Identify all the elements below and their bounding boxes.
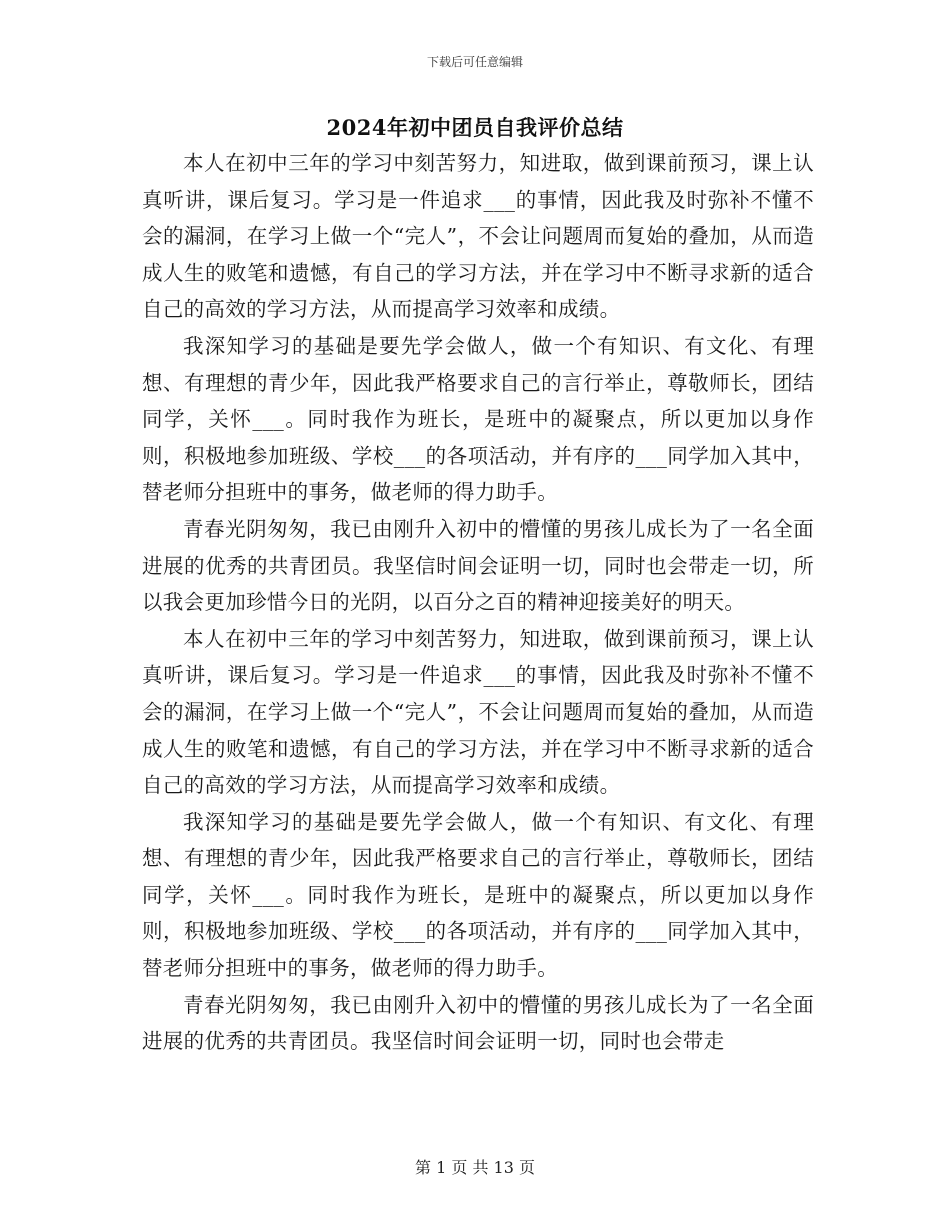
paragraph: 青春光阴匆匆，我已由刚升入初中的懵懂的男孩儿成长为了一名全面进展的优秀的共青团员。我坚信时间会证明一切，同时也会带走一切，所以我会更加珍惜今日的光阴，以百分之百的精神迎接美好的明天。 — [142, 516, 814, 615]
download-edit-note: 下载后可任意编辑 — [426, 55, 523, 69]
document-title: 2024年初中团员自我评价总结 — [326, 115, 624, 140]
paragraph: 本人在初中三年的学习中刻苦努力，知进取，做到课前预习，课上认真听讲，课后复习。学习是一件追求___的事情，因此我及时弥补不懂不会的漏洞，在学习上做一个“完人”，不会让问题周而复始的叠加，从而造成人生的败笔和遗憾，有自己的学习方法，并在学习中不断寻求新的适合自己的高效的学习方法，从而提高学习效率和成绩。 — [142, 151, 814, 322]
page-number: 第 1 页 共 13 页 — [415, 1158, 535, 1177]
document-body — [142, 145, 814, 1060]
paragraph: 本人在初中三年的学习中刻苦努力，知进取，做到课前预习，课上认真听讲，课后复习。学习是一件追求___的事情，因此我及时弥补不懂不会的漏洞，在学习上做一个“完人”，不会让问题周而复始的叠加，从而造成人生的败笔和遗憾，有自己的学习方法，并在学习中不断寻求新的适合自己的高效的学习方法，从而提高学习效率和成绩。 — [142, 626, 814, 798]
paragraph: 我深知学习的基础是要先学会做人，做一个有知识、有文化、有理想、有理想的青少年，因此我严格要求自己的言行举止，尊敬师长，团结同学，关怀___。同时我作为班长，是班中的凝聚点，所以更加以身作则，积极地参加班级、学校___的各项活动，并有序的___同学加入其中，替老师分担班中的事务，做老师的得力助手。 — [142, 333, 814, 505]
paragraph: 我深知学习的基础是要先学会做人，做一个有知识、有文化、有理想、有理想的青少年，因此我严格要求自己的言行举止，尊敬师长，团结同学，关怀___。同时我作为班长，是班中的凝聚点，所以更加以身作则，积极地参加班级、学校___的各项活动，并有序的___同学加入其中，替老师分担班中的事务，做老师的得力助手。 — [142, 809, 814, 981]
paragraph: 青春光阴匆匆，我已由刚升入初中的懵懂的男孩儿成长为了一名全面进展的优秀的共青团员。我坚信时间会证明一切，同时也会带走 — [142, 992, 814, 1054]
